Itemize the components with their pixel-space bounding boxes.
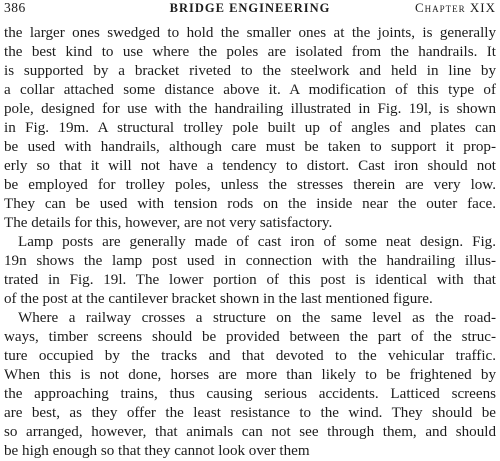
text-line: be used with handrails, although care must be taken to support it prop- xyxy=(4,139,496,155)
running-head xyxy=(4,0,496,16)
text-line: Where a railway crosses a structure on the same level as the road- xyxy=(18,310,496,326)
text-line: be employed for trolley poles, unless the stresses therein are very low. xyxy=(4,177,496,193)
paragraph-lamp-posts xyxy=(4,233,496,309)
text-line: ture occupied by the tracks and that devoted to the vehicular traffic. xyxy=(4,348,496,364)
text-line: trated in Fig. 19l. The lower portion of this post is identical with that xyxy=(4,272,496,288)
text-line: be high enough so that they cannot look over them xyxy=(4,443,310,459)
page-number: 386 xyxy=(4,0,26,15)
running-title: BRIDGE ENGINEERING xyxy=(169,1,331,15)
body-text xyxy=(4,24,496,461)
text-line: ways, timber screens should be provided between the part of the struc- xyxy=(4,329,496,345)
text-line: 19n shows the lamp post used in connection with the handrailing illus- xyxy=(4,253,496,269)
text-line: are best, as they offer the least resistance to the wind. They should be xyxy=(4,405,496,421)
text-line: erly so that it will not have a tendency to distort. Cast iron should not xyxy=(4,158,496,174)
text-line: Lamp posts are generally made of cast iron of some neat design. Fig. xyxy=(18,234,496,250)
text-line: in Fig. 19m. A structural trolley pole built up of angles and plates can xyxy=(4,120,496,136)
text-line: the best kind to use where the poles are isolated from the handrails. It xyxy=(4,44,496,60)
text-line: a collar attached some distance above it. A modification of this type of xyxy=(4,82,496,98)
text-line: pole, designed for use with the handrailing illustrated in Fig. 19l, is shown xyxy=(4,101,496,117)
text-line: When this is not done, horses are more than likely to be frightened by xyxy=(4,367,496,383)
text-line: the approaching trains, thus causing serious accidents. Latticed screens xyxy=(4,386,496,402)
text-line: of the post at the cantilever bracket shown in the last mentioned figure. xyxy=(4,291,433,307)
text-line: The details for this, however, are not very satisfactory. xyxy=(4,215,333,231)
text-line: the larger ones swedged to hold the smaller ones at the joints, is generally xyxy=(4,25,496,41)
text-line: so arranged, however, that animals can not see through them, and should xyxy=(4,424,496,440)
paragraph-trolley-poles xyxy=(4,24,496,233)
chapter-reference: Chapter XIX xyxy=(414,0,496,15)
paragraph-timber-screens xyxy=(4,309,496,461)
text-line: They can be used with tension rods on the inside near the outer face. xyxy=(4,196,496,212)
text-line: is supported by a bracket riveted to the steelwork and held in line by xyxy=(4,63,496,79)
